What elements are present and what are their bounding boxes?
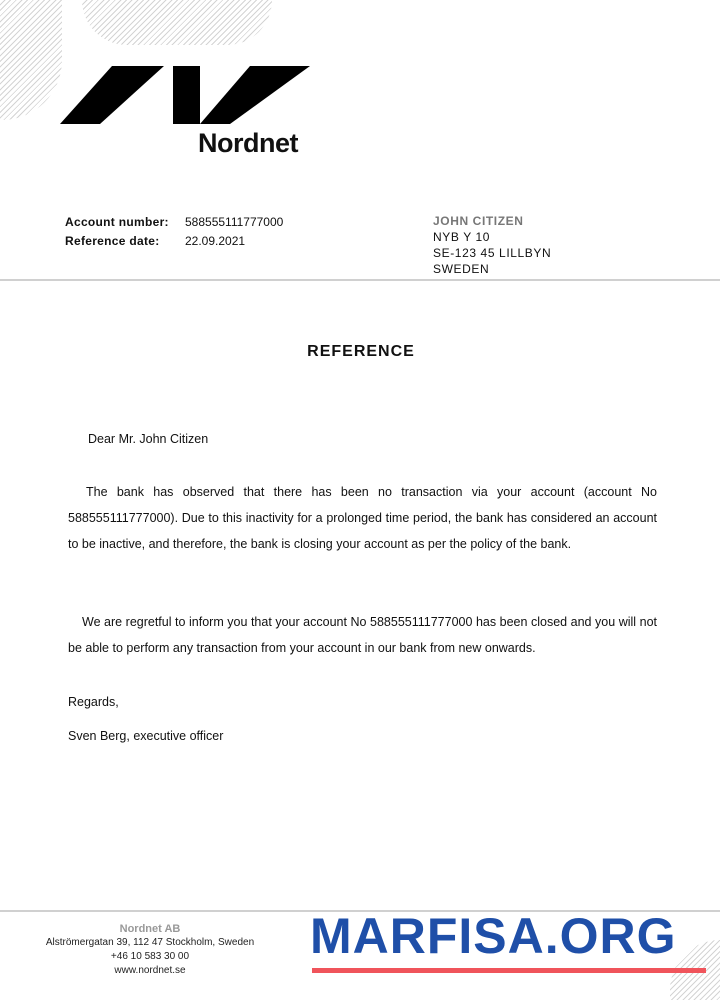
footer-company: Nordnet AB (119, 923, 181, 935)
recipient-name: JOHN CITIZEN (433, 214, 524, 228)
recipient-address (433, 213, 551, 277)
paragraph-2: We are regretful to inform you that your account No 588555111777000 has been closed and you will not be able to perform any transaction from your account in our bank from new onwards. (68, 615, 657, 655)
document-title: REFERENCE (307, 343, 415, 360)
address-line: NYB Y 10 (433, 230, 491, 244)
watermark: MARFISA.ORG (310, 908, 677, 964)
address-line: SE-123 45 LILLBYN (433, 246, 552, 260)
footer-website[interactable]: www.nordnet.se (114, 965, 186, 976)
reference-date-label: Reference date: (65, 234, 160, 248)
account-meta (65, 213, 283, 251)
nordnet-logo-icon (60, 64, 312, 126)
account-number-label: Account number: (65, 215, 169, 229)
account-number-value: 588555111777000 (185, 215, 284, 229)
reference-date-value: 22.09.2021 (185, 234, 246, 248)
footer-address: Alströmergatan 39, 112 47 Stockholm, Sweden (45, 937, 255, 948)
signature: Sven Berg, executive officer (68, 729, 224, 743)
footer-phone: +46 10 583 30 00 (110, 951, 190, 962)
decorative-hatch (0, 0, 62, 120)
address-line: SWEDEN (433, 262, 490, 276)
salutation: Dear Mr. John Citizen (88, 432, 209, 446)
decorative-hatch (82, 0, 272, 45)
paragraph-1: The bank has observed that there has been no transaction via your account (account No 588555111777000). Due to this inactivity for a prolonged time period, the bank has considered an account to be inactive, and therefore, the bank is closing your account as per the policy of the bank. (68, 485, 657, 551)
closing: Regards, (68, 695, 119, 709)
brand-name: Nordnet (198, 128, 298, 158)
header-divider (0, 279, 720, 281)
footer (10, 922, 290, 978)
watermark-underline (312, 968, 706, 973)
